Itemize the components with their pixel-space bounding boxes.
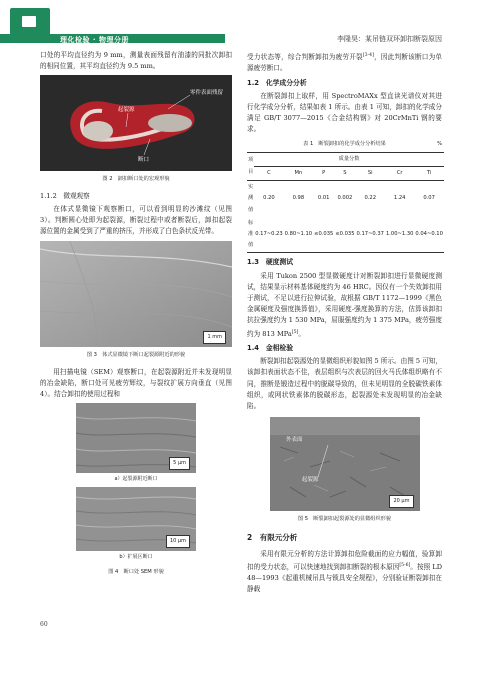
section-1-2-heading: 1.2 化学成分分析 [247, 78, 307, 87]
table-col-header: Si [356, 167, 385, 181]
table-cell: 0.80~1.10 [284, 217, 313, 253]
sem-paragraph: 用扫描电镜（SEM）观察断口，在起裂源附近并未发现明显的冶金缺陷，断口处可见疲劳辉纹，与裂纹扩展方向垂直（见图 4）。结合卸扣的使用过程和 [40, 367, 232, 399]
hardness-text-end: 。 [298, 329, 305, 338]
section-1-4-heading: 1.4 金相检验 [247, 344, 294, 353]
hardness-text: 采用 Tukon 2500 型显微硬度计对断裂卸扣进行显微硬度测试，结果显示材料基体硬度约为 46 HRC。因仅有一个失效卸扣用于测试，不足以进行拉伸试验，故根据 GB/T 1172—1999《黑色金属硬度及强度换算值》，采用硬度-强度换算的方法，估算该卸扣抗拉强度约为 1 530 MPa，屈服强度约为 1 375 MPa，疲劳强度约为 813 MPa [247, 271, 442, 338]
table-col-header: P [313, 167, 334, 181]
table-cell: 0.04~0.10 [414, 217, 443, 253]
figure-4b-photo [76, 487, 196, 551]
figure-4a-photo [76, 403, 196, 473]
table-cell: 0.22 [364, 195, 377, 202]
table-col-header: C [254, 167, 283, 181]
table-cell: 0.17~0.23 [254, 217, 283, 253]
hardness-paragraph [247, 271, 442, 340]
fig4b-scale-bar: 10 μm [166, 535, 190, 548]
fea-paragraph [247, 549, 442, 596]
table-cell: 0.98 [292, 195, 305, 202]
section-1-3-heading: 1.3 硬度测试 [247, 258, 294, 267]
table-col-header: S [334, 167, 355, 181]
table-row [247, 217, 444, 253]
figure-4b-label: b）扩展区断口 [119, 554, 153, 561]
fea-text: 采用有限元分析的方法计算卸扣危险截面的应力幅值，验算卸扣的受力状态，可以快速地找到卸扣断裂的根本原因 [247, 549, 442, 572]
section-1-1-2-heading: 1.1.2 微观观察 [40, 191, 90, 200]
intro-paragraph: 口处的平均直径约为 9 mm，测量表面残留有油漆的同批次卸扣的相同位置，其平均直径约为 9.5 mm。 [40, 51, 232, 71]
micro-observation-paragraph: 在体式显微镜下观察断口，可以看到明显的沙滩纹（见图 3）。判断圆心处即为起裂源，断裂过程中或者断裂后，卸扣起裂源位置的金属受到了严重的挤压，并形成了白色条状反光带。 [40, 204, 232, 236]
figure-2-caption: 图 2 卸扣断口处的宏观形貌 [102, 176, 170, 183]
table-item-header: 项目 [247, 152, 254, 180]
table-col-header: Ti [414, 167, 443, 181]
running-title: 李隆昊：某吊链双环卸扣断裂原因 [337, 35, 442, 43]
chemical-composition-table [247, 152, 444, 254]
citation-5-6: [5-6] [399, 562, 411, 568]
section-2-heading: 2 有限元分析 [247, 533, 298, 543]
table-cell: 1.24 [393, 195, 406, 202]
fea-text-end: 。按照 LD 48—1993《起重机械吊具与锁具安全规程》，分别验证断裂卸扣在静载 [247, 563, 443, 594]
right-column [247, 50, 442, 596]
fig5-scale-bar: 20 μm [389, 495, 413, 508]
figure-5-caption: 图 5 断裂卸扣起裂源处的显微组织形貌 [297, 516, 392, 523]
table-1-unit: % [437, 140, 442, 147]
left-column [40, 50, 232, 583]
figure-5-photo [270, 417, 420, 511]
citation-5: [5] [291, 329, 299, 335]
table-row [247, 181, 444, 217]
right-intro-text: 受力状态等，综合判断卸扣为疲劳开裂 [247, 53, 363, 62]
fig2-label-residual: 零件表面残留 [190, 90, 224, 97]
metallographic-paragraph: 断裂卸扣起裂源处的显微组织形貌如图 5 所示。由图 5 可知，该卸扣表面状态不佳，表层组织与次表层的回火马氏体组织略有不同，推断是锻造过程中的脱碳导致的，但未见明显的全脱碳铁素体组织，或网状铁素体的脱碳形态，起裂源处未发现明显的冶金缺陷。 [247, 357, 442, 411]
figure-4-caption: 图 4 断口处 SEM 形貌 [108, 568, 164, 575]
table-cell: 0.07 [423, 195, 435, 202]
figure-2-photo [40, 75, 232, 171]
fig5-label-origin: 起裂源 [301, 477, 319, 484]
table-cell: 1.00~1.30 [385, 217, 414, 253]
figure-3-caption: 图 3 体式显微镜下断口起裂源附近的形貌 [86, 352, 186, 359]
table-col-header: Mn [284, 167, 313, 181]
fig2-label-fracture: 断口 [138, 157, 150, 164]
page-number: 60 [40, 621, 48, 628]
chemical-analysis-paragraph: 在断裂卸扣上取样，用 SpectroMAXx 型直读光谱仪对其进行化学成分分析，结果如表 1 所示。由表 1 可知，卸扣的化学成分满足 GB/T 3077—2015《合金结构钢》对 20CrMnTi 钢的要求。 [247, 91, 442, 134]
figure-3-photo [40, 241, 232, 347]
table-col-header: Cr [385, 167, 414, 181]
table-cell: 0.002 [337, 195, 353, 202]
journal-logo-text: 理化检验 · 物理分册 [60, 36, 130, 44]
figure-4a-label: a）起裂源附近断口 [114, 476, 158, 483]
table-cell: 0.17~0.37 [356, 217, 385, 253]
table-row-label: 实测值 [248, 184, 254, 213]
table-cell: 0.01 [317, 195, 330, 202]
table-1-caption: 表 1 断裂卸扣的化学成分分析结果 [303, 140, 386, 147]
fig2-label-origin: 起裂源 [118, 107, 135, 114]
fig4a-scale-bar: 5 μm [169, 457, 190, 470]
shackle-macro-image [40, 75, 232, 171]
table-cell: 0.20 [263, 195, 275, 202]
table-1-caption-row [247, 139, 442, 150]
table-row-label: 标准值 [247, 217, 254, 253]
table-cell: ≤0.035 [334, 217, 355, 253]
page-header [0, 0, 480, 44]
fig5-label-surface: 外表面 [285, 437, 303, 444]
table-group-header: 质量分数 [254, 152, 444, 166]
right-intro-text-end: ，因此判断该断口为单源疲劳断口。 [247, 53, 443, 73]
citation-3-4: [3-4] [362, 53, 374, 58]
fig3-scale-bar: 1 mm [203, 331, 226, 344]
table-cell: ≤0.035 [313, 217, 334, 253]
right-intro-paragraph [247, 50, 442, 75]
